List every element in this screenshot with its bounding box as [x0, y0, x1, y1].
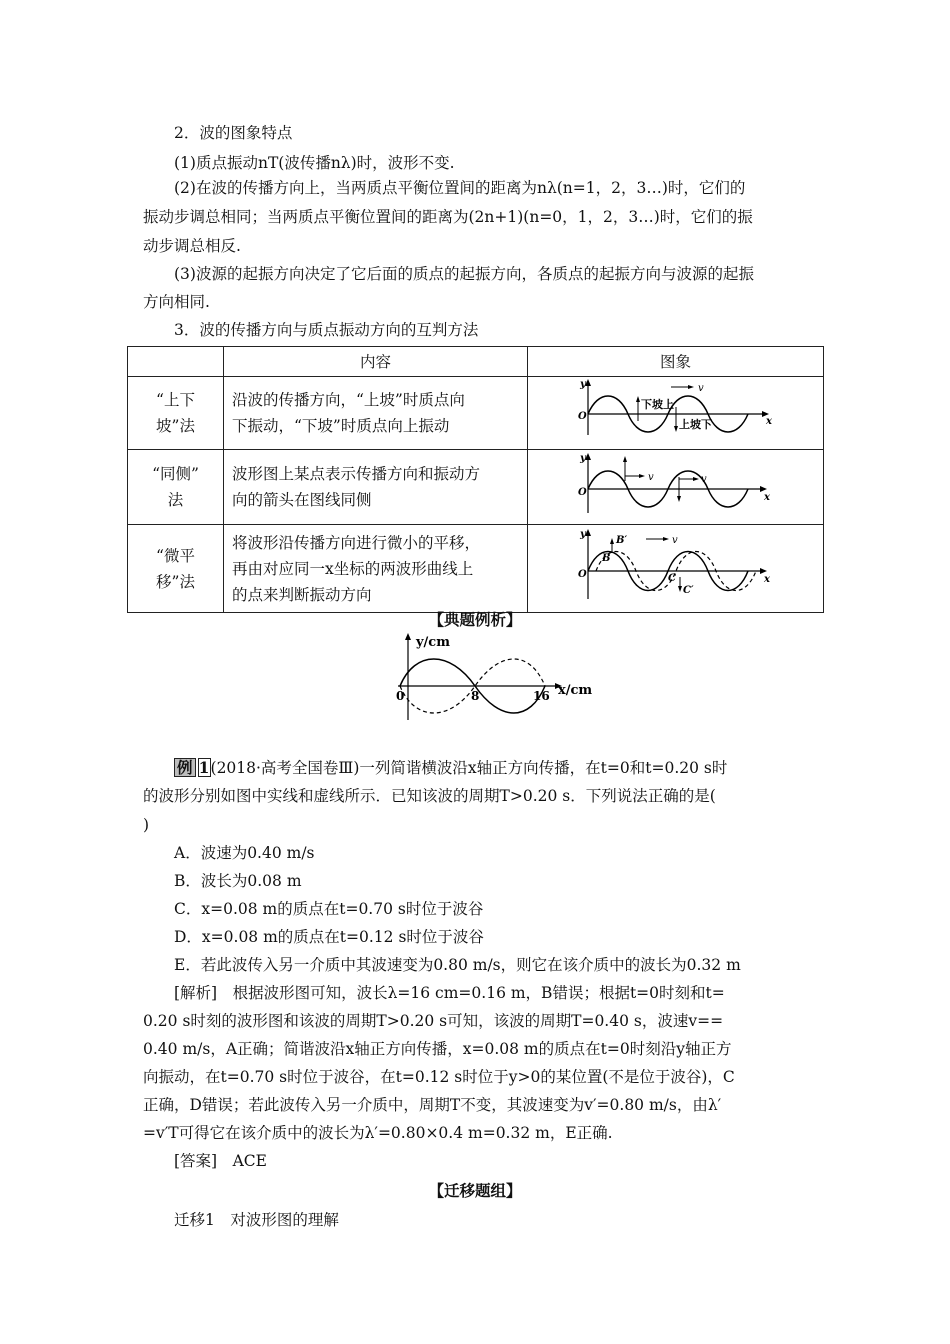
- paragraph-2-3-line2: 方向相同.: [143, 293, 210, 311]
- content-line: 的点来判断振动方向: [232, 585, 372, 604]
- example-tag: 例: [174, 758, 196, 777]
- cprime-label: C′: [682, 584, 694, 596]
- option-a: A．波速为0.40 m/s: [174, 844, 315, 862]
- method-cell: [128, 450, 224, 525]
- analysis-line6: =v′T可得它在该介质中的波长为λ′=0.80×0.4 m=0.32 m，E正确.: [143, 1124, 613, 1142]
- method-line: 法: [167, 491, 184, 509]
- method-cell: [128, 525, 224, 613]
- up-arrow-icon: [636, 396, 640, 402]
- section-heading-3: 3．波的传播方向与质点振动方向的互判方法: [174, 321, 479, 339]
- answer: [答案] ACE: [174, 1152, 267, 1170]
- v-label-1: v: [647, 472, 654, 483]
- header-content: 内容: [224, 347, 528, 377]
- example-wave-figure: [370, 632, 600, 724]
- v-label: v: [697, 383, 704, 394]
- method-line: “上下: [156, 391, 195, 409]
- paragraph-2-2-line3: 动步调总相反.: [143, 237, 241, 255]
- paragraph-2-2-line2: 振动步调总相同；当两质点平衡位置间的距离为(2n+1)(n=0，1，2，3…)时，它们的振: [143, 208, 753, 226]
- vibration-arrow-icon: [678, 586, 682, 592]
- analysis-line4: 向振动，在t=0.70 s时位于波谷，在t=0.12 s时位于y>0的某位置(不是位于波谷)，C: [143, 1068, 735, 1086]
- header-empty-cell: [128, 347, 224, 377]
- x-axis-label: x/cm: [558, 683, 593, 698]
- y-label: y: [579, 453, 586, 464]
- x-label: x: [765, 416, 772, 427]
- origin-label: O: [577, 568, 587, 580]
- method-line: “同侧”: [152, 465, 199, 483]
- method-line: 移”法: [156, 572, 195, 591]
- tick-0: 0: [396, 689, 405, 703]
- content-cell: [224, 525, 528, 613]
- downhill-label: 下坡上: [640, 398, 674, 411]
- shift-method-figure: [576, 527, 776, 603]
- figure-cell: [528, 377, 824, 450]
- content-line: 向的箭头在图线同侧: [232, 491, 372, 509]
- content-line: 再由对应同一x坐标的两波形曲线上: [232, 559, 474, 578]
- transfer-item-1: 迁移1 对波形图的理解: [174, 1211, 339, 1229]
- option-e: E．若此波传入另一介质中其波速变为0.80 m/s，则它在该介质中的波长为0.32 m: [174, 956, 741, 974]
- y-arrow-icon: [585, 379, 591, 386]
- transfer-heading: 【迁移题组】: [428, 1181, 522, 1200]
- origin-label: O: [577, 487, 587, 498]
- content-line: 波形图上某点表示传播方向和振动方: [232, 465, 481, 483]
- analysis-line2: 0.20 s时刻的波形图和该波的周期T>0.20 s可知，该波的周期T=0.40 s，波速v==: [143, 1012, 724, 1030]
- propagation-arrow-icon: [693, 477, 699, 481]
- method-line: 坡”法: [156, 417, 195, 435]
- paragraph-2-3-line1: (3)波源的起振方向决定了它后面的质点的起振方向，各质点的起振方向与波源的起振: [174, 265, 754, 283]
- table-row: [128, 525, 824, 613]
- example-heading: 【典题例析】: [428, 610, 522, 629]
- methods-table: [127, 346, 824, 613]
- v-label: v: [671, 534, 678, 546]
- x-label: x: [763, 573, 770, 585]
- propagation-arrow-icon: [663, 537, 669, 541]
- table-row: [128, 450, 824, 525]
- same-side-figure: [576, 451, 776, 515]
- bprime-label: B′: [615, 534, 627, 546]
- figure-cell: [528, 450, 824, 525]
- option-d: D．x=0.08 m的质点在t=0.12 s时位于波谷: [174, 928, 484, 946]
- uphill-label: 上坡下: [678, 418, 712, 431]
- analysis-line3: 0.40 m/s，A正确；简谐波沿x轴正方向传播，x=0.08 m的质点在t=0时刻沿y轴正方: [143, 1040, 732, 1058]
- x-label: x: [763, 492, 770, 503]
- example-question-line2: 的波形分别如图中实线和虚线所示．已知该波的周期T>0.20 s．下列说法正确的是(: [143, 787, 716, 805]
- y-arrow-icon: [585, 453, 591, 460]
- example-question-line3: ): [143, 816, 150, 834]
- v-label-2: v: [700, 474, 707, 485]
- propagation-arrow-icon: [639, 474, 645, 478]
- question-text: (2018·高考全国卷Ⅲ)一列简谐横波沿x轴正方向传播，在t=0和t=0.20 s时: [210, 759, 728, 777]
- vibration-arrow-icon: [623, 456, 627, 462]
- content-line: 沿波的传播方向，“上坡”时质点向: [232, 391, 465, 409]
- y-label: y: [579, 528, 586, 540]
- y-label: y: [579, 379, 586, 390]
- y-arrow-icon: [585, 529, 591, 536]
- method-line: “微平: [156, 546, 195, 565]
- analysis-line5: 正确，D错误；若此波传入另一介质中，周期T不变，其波速变为v′=0.80 m/s，由λ′: [143, 1096, 722, 1114]
- y-arrow-icon: [405, 633, 411, 640]
- example-number: 1: [198, 758, 210, 777]
- figure-cell: [528, 525, 824, 613]
- y-axis-label: y/cm: [416, 635, 450, 650]
- content-line: 将波形沿传播方向进行微小的平移，: [232, 533, 481, 552]
- option-b: B．波长为0.08 m: [174, 872, 302, 890]
- tick-8: 8: [471, 689, 480, 703]
- b-label: B: [601, 552, 610, 564]
- table-header-row: [128, 347, 824, 377]
- paragraph-2-1: (1)质点振动nT(波传播nλ)时，波形不变.: [174, 154, 455, 172]
- option-c: C．x=0.08 m的质点在t=0.70 s时位于波谷: [174, 900, 484, 918]
- header-image: 图象: [528, 347, 824, 377]
- analysis-line1: [解析] 根据波形图可知，波长λ=16 cm=0.16 m，B错误；根据t=0时刻和t=: [174, 984, 725, 1002]
- vibration-arrow-icon: [610, 538, 614, 544]
- slope-method-figure: [576, 377, 776, 441]
- velocity-arrow-icon: [688, 385, 694, 389]
- tick-16: 16: [533, 689, 550, 703]
- section-heading-2: 2．波的图象特点: [174, 124, 293, 142]
- down-arrow-icon: [674, 426, 678, 432]
- vibration-arrow-icon: [677, 496, 681, 502]
- content-cell: [224, 377, 528, 450]
- content-line: 下振动，“下坡”时质点向上振动: [232, 417, 450, 435]
- c-label: C: [667, 572, 676, 584]
- paragraph-2-2-line1: (2)在波的传播方向上，当两质点平衡位置间的距离为nλ(n=1，2，3…)时，它们的: [174, 179, 746, 197]
- content-cell: [224, 450, 528, 525]
- origin-label: O: [577, 411, 587, 422]
- table-row: [128, 377, 824, 450]
- example-question-line1: [174, 758, 727, 778]
- method-cell: [128, 377, 224, 450]
